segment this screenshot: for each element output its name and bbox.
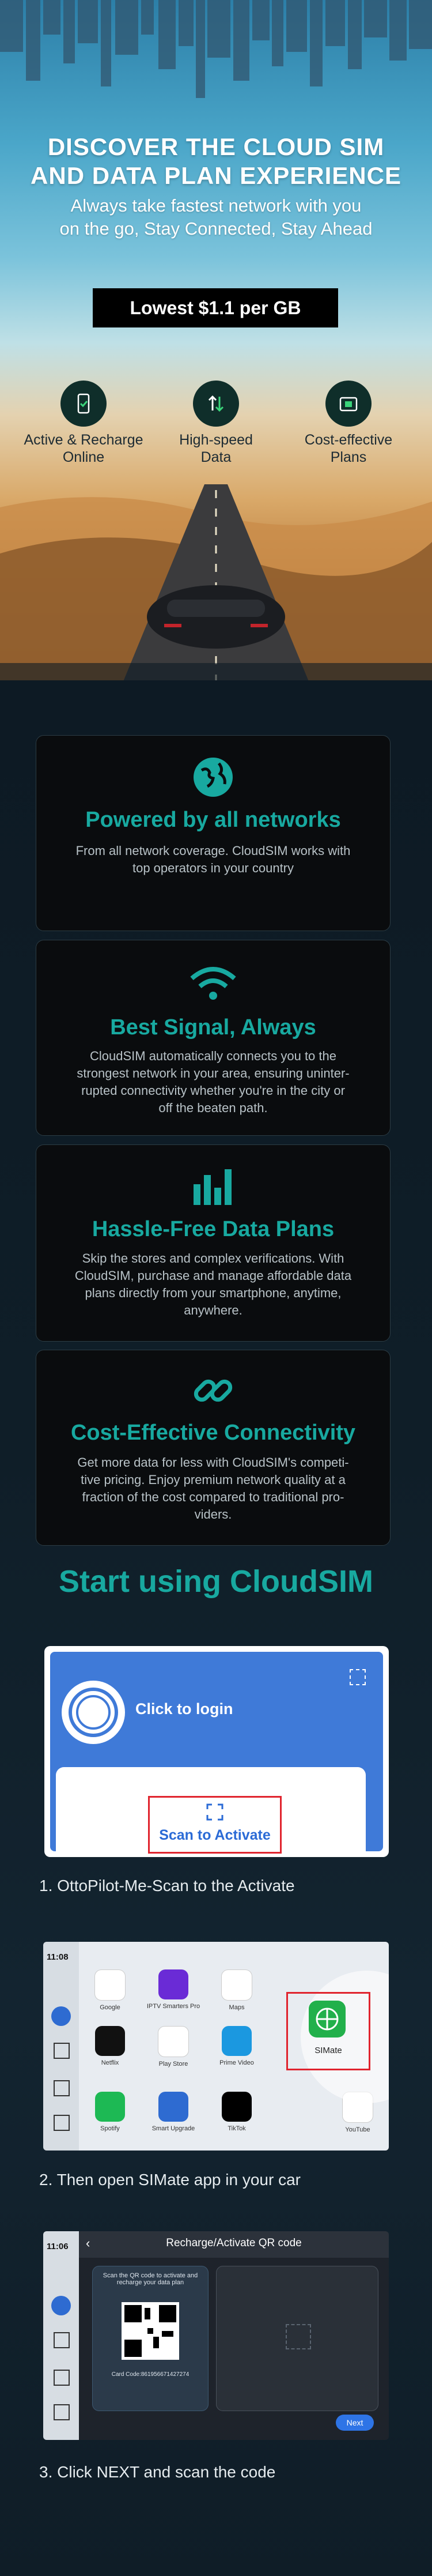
qr-code (122, 2302, 179, 2360)
back-icon[interactable] (54, 2370, 70, 2386)
assistant-icon[interactable] (51, 2296, 71, 2315)
hero-title: DISCOVER THE CLOUD SIM AND DATA PLAN EXPERIENCE (31, 133, 401, 189)
card-powered-networks (36, 735, 391, 931)
arrows-updown-icon (193, 381, 239, 427)
app-prime-video[interactable]: Prime Video (208, 2026, 266, 2066)
grid-icon[interactable] (54, 2043, 70, 2059)
app-grid (79, 1942, 389, 2151)
hero-section (0, 0, 432, 715)
app-tiktok[interactable]: TikTok (208, 2092, 266, 2132)
app-maps[interactable]: Maps (208, 1969, 266, 2011)
simate-icon (309, 2001, 346, 2038)
app-google[interactable]: Google (81, 1969, 139, 2011)
status-time: 11:08 (47, 1952, 69, 1962)
card-title: Hassle-Free Data Plans (92, 1217, 335, 1241)
card-best-signal (36, 940, 391, 1136)
card-title: Cost-Effective Connectivity (70, 1421, 356, 1445)
back-arrow-icon[interactable]: ‹ (86, 2236, 90, 2250)
scan-to-activate-button[interactable]: Scan to Activate (159, 1827, 271, 1843)
home-icon[interactable] (54, 2115, 70, 2131)
app-iptv[interactable]: IPTV Smarters Pro (145, 1969, 202, 2010)
avatar[interactable] (62, 1681, 125, 1744)
qr-instructions: Scan the QR code to activate and recharge your data plan (103, 2272, 198, 2286)
card-text: CloudSIM automatically connects you to the strongest network in your area, ensuring uninter- rupted connectivity whether you're in the city or off the beaten path. (77, 1049, 350, 1115)
scan-corner-icon[interactable] (350, 1669, 366, 1685)
feature-cost-effective: Cost-effective Plans (285, 381, 412, 466)
feature-active-recharge: Active & Recharge Online (20, 381, 147, 466)
car-sidebar (43, 1942, 79, 2151)
qr-header-title: Recharge/Activate QR code (166, 2237, 302, 2249)
card-hassle-free (36, 1144, 391, 1342)
app-play-store[interactable]: Play Store (145, 2026, 202, 2067)
bars-chart-icon (36, 1167, 390, 1213)
feature-high-speed: High-speed Data (153, 381, 279, 466)
price-button[interactable]: Lowest $1.1 per GB (93, 288, 338, 327)
hero-subtitle: Always take fastest network with you on the go, Stay Connected, Stay Ahead (59, 195, 373, 239)
card-text: Get more data for less with CloudSIM's competi- tive pricing. Enjoy premium network quality at a fraction of the cost compared to traditional pro- viders. (77, 1455, 349, 1522)
wifi-icon (36, 963, 390, 1010)
card-title: Best Signal, Always (110, 1015, 316, 1040)
start-heading: Start using CloudSIM (59, 1564, 373, 1599)
card-text: Skip the stores and complex verifications. With CloudSIM, purchase and manage affordable data plans directly from your smartphone, anytime, anywhere. (74, 1251, 352, 1317)
status-time: 11:06 (47, 2242, 69, 2251)
assistant-icon[interactable] (51, 2006, 71, 2026)
step1-caption: 1. OttoPilot-Me-Scan to the Activate (39, 1877, 295, 1895)
wallet-icon (325, 381, 372, 427)
app-youtube[interactable]: YouTube (329, 2092, 386, 2133)
next-button[interactable]: Next (336, 2415, 374, 2431)
phone-check-icon (60, 381, 107, 427)
login-link[interactable]: Click to login (135, 1700, 233, 1718)
card-text: From all network coverage. CloudSIM works with top operators in your country (75, 843, 351, 875)
simate-highlight[interactable] (286, 1992, 370, 2070)
globe-icon (36, 754, 390, 800)
scan-preview-panel (216, 2266, 378, 2411)
car-sidebar (43, 2231, 79, 2440)
app-spotify[interactable]: Spotify (81, 2092, 139, 2132)
step3-caption: 3. Click NEXT and scan the code (39, 2463, 276, 2481)
card-title: Powered by all networks (85, 808, 341, 832)
grid-icon[interactable] (54, 2332, 70, 2348)
scan-frame-icon (286, 2324, 311, 2349)
desert-road-image (0, 473, 432, 715)
scan-icon (206, 1803, 223, 1821)
step1-screenshot (44, 1646, 389, 1857)
back-icon[interactable] (54, 2080, 70, 2096)
link-icon (36, 1368, 390, 1414)
step2-screenshot (43, 1942, 389, 2151)
home-icon[interactable] (54, 2404, 70, 2420)
city-skyline-image (0, 0, 432, 133)
card-code: Card Code:861956671427274 (111, 2371, 190, 2378)
card-cost-effective (36, 1350, 391, 1546)
step2-caption: 2. Then open SIMate app in your car (39, 2171, 301, 2189)
step3-screenshot (43, 2231, 389, 2440)
qr-panel (92, 2266, 209, 2411)
app-netflix[interactable]: Netflix (81, 2026, 139, 2066)
app-smart-upgrade[interactable]: Smart Upgrade (145, 2092, 202, 2132)
scan-highlight[interactable] (148, 1796, 282, 1854)
qr-header (79, 2231, 389, 2258)
simate-label: SIMate (314, 2046, 342, 2055)
